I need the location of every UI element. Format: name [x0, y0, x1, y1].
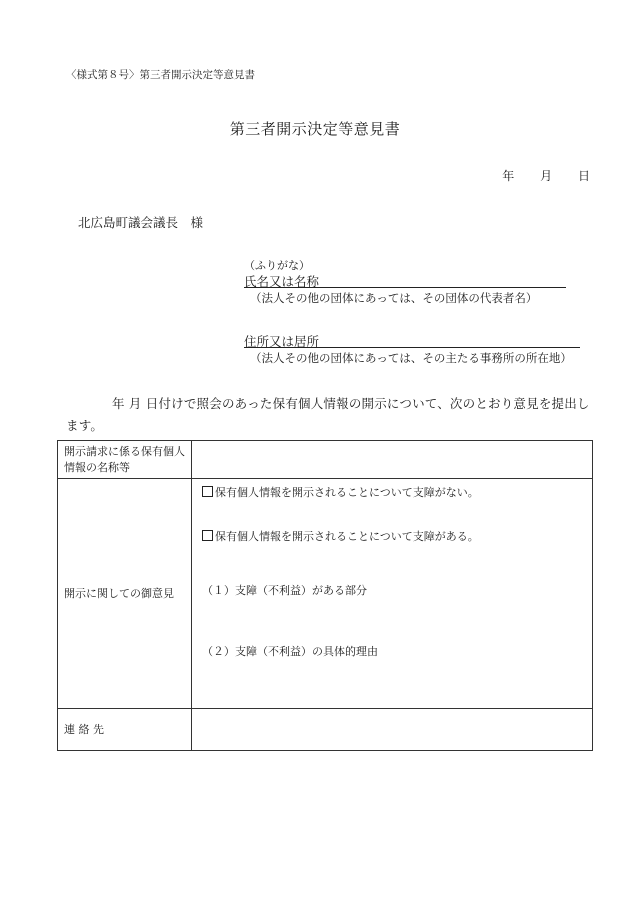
- name-label: 氏名又は名称: [244, 274, 320, 289]
- furigana-label: （ふりがな）: [244, 259, 310, 272]
- item-affected-part: （１）支障（不利益）がある部分: [202, 584, 367, 597]
- address-note: （法人その他の団体にあっては、その主たる事務所の所在地）: [250, 351, 572, 365]
- contact-label: 連 絡 先: [58, 709, 192, 751]
- body-text: 年 月 日付けで照会のあった保有個人情報の開示について、次のとおり意見を提出します。: [66, 396, 590, 433]
- form-number: 〈様式第８号〉第三者開示決定等意見書: [66, 69, 255, 81]
- date-day: 日: [577, 169, 590, 183]
- checkbox-icon[interactable]: [202, 530, 213, 541]
- item-specific-reason: （２）支障（不利益）の具体的理由: [202, 645, 378, 658]
- option-no-objection-text: 保有個人情報を開示されることについて支障がない。: [215, 486, 479, 499]
- table-row: [58, 709, 593, 751]
- checkbox-icon[interactable]: [202, 486, 213, 497]
- contact-value: [192, 709, 593, 751]
- option-no-objection: [202, 484, 479, 500]
- date-month: 月: [540, 169, 553, 183]
- info-name-label: 開示請求に係る保有個人情報の名称等: [58, 441, 192, 479]
- option-objection-text: 保有個人情報を開示されることについて支障がある。: [215, 530, 479, 543]
- opinion-label: 開示に関しての御意見: [58, 479, 192, 709]
- table-row: [58, 441, 593, 479]
- address-underline: [244, 347, 580, 348]
- name-underline: [244, 287, 566, 288]
- addressee: 北広島町議会議長 様: [78, 215, 204, 230]
- page-title: 第三者開示決定等意見書: [229, 120, 401, 138]
- date-line: [502, 167, 590, 184]
- date-year: 年: [502, 169, 515, 183]
- option-objection: [202, 528, 479, 544]
- address-label: 住所又は居所: [244, 334, 320, 349]
- info-name-value: [192, 441, 593, 479]
- name-note: （法人その他の団体にあっては、その団体の代表者名）: [250, 291, 538, 305]
